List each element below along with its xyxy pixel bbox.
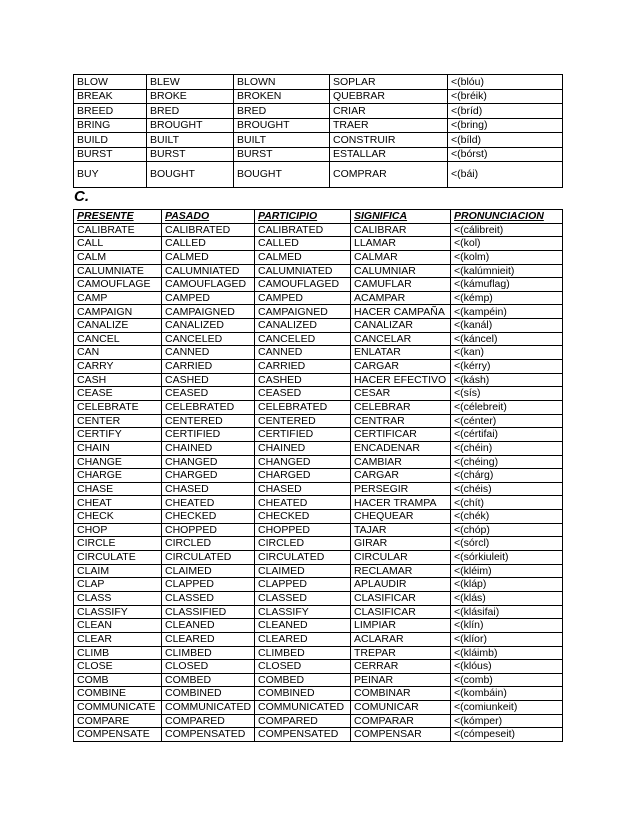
table-row xyxy=(74,673,563,687)
pasado-cell: CALLED xyxy=(162,237,255,251)
pronunciacion-cell: <(chéis) xyxy=(451,482,563,496)
participio-cell: CARRIED xyxy=(255,360,351,374)
pronunciacion-cell: <(cálibreit) xyxy=(451,223,563,237)
pasado-cell: CLEARED xyxy=(162,632,255,646)
presente-cell: CALM xyxy=(74,250,162,264)
presente-cell: CLASS xyxy=(74,591,162,605)
table-row xyxy=(74,278,563,292)
participio-cell: CASHED xyxy=(255,373,351,387)
presente-cell: BUY xyxy=(74,162,147,188)
participio-cell: CIRCULATED xyxy=(255,551,351,565)
participio-cell: CAMOUFLAGED xyxy=(255,278,351,292)
table-row xyxy=(74,291,563,305)
presente-cell: CAMOUFLAGE xyxy=(74,278,162,292)
presente-cell: CAMP xyxy=(74,291,162,305)
table-row xyxy=(74,264,563,278)
pronunciacion-cell: <(kanál) xyxy=(451,319,563,333)
participio-cell: CEASED xyxy=(255,387,351,401)
pasado-cell: CLAPPED xyxy=(162,578,255,592)
pasado-cell: BROKE xyxy=(147,89,234,104)
significa-cell: CESAR xyxy=(351,387,451,401)
significa-cell: CAMBIAR xyxy=(351,455,451,469)
presente-cell: CERTIFY xyxy=(74,428,162,442)
verb-table-b xyxy=(73,74,563,188)
significa-cell: LIMPIAR xyxy=(351,619,451,633)
significa-cell: CONSTRUIR xyxy=(330,133,448,148)
pasado-cell: CALIBRATED xyxy=(162,223,255,237)
table-row xyxy=(74,387,563,401)
pronunciacion-cell: <(sórkiuleit) xyxy=(451,551,563,565)
pasado-cell: CAMPAIGNED xyxy=(162,305,255,319)
presente-cell: CLASSIFY xyxy=(74,605,162,619)
table-row xyxy=(74,660,563,674)
presente-cell: CEASE xyxy=(74,387,162,401)
table-row xyxy=(74,133,563,148)
verb-table-c xyxy=(73,209,563,742)
participio-cell: CALIBRATED xyxy=(255,223,351,237)
table-row xyxy=(74,223,563,237)
participio-cell: CAMPAIGNED xyxy=(255,305,351,319)
presente-cell: BRING xyxy=(74,118,147,133)
significa-cell: CALIBRAR xyxy=(351,223,451,237)
table-row xyxy=(74,455,563,469)
presente-cell: CLIMB xyxy=(74,646,162,660)
significa-cell: CANCELAR xyxy=(351,332,451,346)
presente-cell: BREED xyxy=(74,104,147,119)
pasado-cell: CAMPED xyxy=(162,291,255,305)
pasado-cell: COMPARED xyxy=(162,714,255,728)
pasado-cell: BOUGHT xyxy=(147,162,234,188)
table-row xyxy=(74,646,563,660)
presente-cell: CAMPAIGN xyxy=(74,305,162,319)
participio-cell: CANNED xyxy=(255,346,351,360)
pasado-cell: COMMUNICATED xyxy=(162,701,255,715)
pronunciacion-cell: <(kámuflag) xyxy=(451,278,563,292)
pasado-cell: CLASSIFIED xyxy=(162,605,255,619)
table-row xyxy=(74,400,563,414)
pasado-cell: CERTIFIED xyxy=(162,428,255,442)
pasado-cell: CANALIZED xyxy=(162,319,255,333)
significa-cell: HACER EFECTIVO xyxy=(351,373,451,387)
presente-cell: COMPARE xyxy=(74,714,162,728)
presente-cell: CASH xyxy=(74,373,162,387)
verb-table-c-body xyxy=(74,223,563,741)
pasado-cell: BURST xyxy=(147,147,234,162)
presente-cell: CHEAT xyxy=(74,496,162,510)
participio-cell: CLASSIFY xyxy=(255,605,351,619)
pasado-cell: CLEANED xyxy=(162,619,255,633)
presente-cell: CHARGE xyxy=(74,469,162,483)
pronunciacion-cell: <(klíor) xyxy=(451,632,563,646)
presente-cell: COMBINE xyxy=(74,687,162,701)
pronunciacion-cell: <(bíld) xyxy=(448,133,563,148)
table-row xyxy=(74,162,563,188)
table-row xyxy=(74,619,563,633)
presente-cell: BLOW xyxy=(74,75,147,90)
pasado-cell: CHECKED xyxy=(162,510,255,524)
participio-cell: CALLED xyxy=(255,237,351,251)
pasado-cell: BUILT xyxy=(147,133,234,148)
participio-cell: BOUGHT xyxy=(234,162,330,188)
pronunciacion-cell: <(kérry) xyxy=(451,360,563,374)
table-row xyxy=(74,360,563,374)
table-row xyxy=(74,578,563,592)
pronunciacion-cell: <(kláp) xyxy=(451,578,563,592)
table-row xyxy=(74,428,563,442)
participio-cell: CLEARED xyxy=(255,632,351,646)
pronunciacion-cell: <(kan) xyxy=(451,346,563,360)
presente-cell: BURST xyxy=(74,147,147,162)
pasado-cell: CHEATED xyxy=(162,496,255,510)
pronunciacion-cell: <(kémp) xyxy=(451,291,563,305)
presente-cell: CLOSE xyxy=(74,660,162,674)
pronunciacion-cell: <(kalúmnieit) xyxy=(451,264,563,278)
presente-cell: COMMUNICATE xyxy=(74,701,162,715)
pronunciacion-cell: <(klásifai) xyxy=(451,605,563,619)
table-row xyxy=(74,632,563,646)
participio-cell: COMPARED xyxy=(255,714,351,728)
table-row xyxy=(74,118,563,133)
pronunciacion-cell: <(kol) xyxy=(451,237,563,251)
significa-cell: PEINAR xyxy=(351,673,451,687)
participio-cell: CAMPED xyxy=(255,291,351,305)
presente-cell: BUILD xyxy=(74,133,147,148)
presente-cell: CHANGE xyxy=(74,455,162,469)
significa-cell: CRIAR xyxy=(330,104,448,119)
participio-cell: CLASSED xyxy=(255,591,351,605)
significa-cell: ENCADENAR xyxy=(351,441,451,455)
participio-cell: CHAINED xyxy=(255,441,351,455)
significa-cell: CALUMNIAR xyxy=(351,264,451,278)
pronunciacion-cell: <(chéin) xyxy=(451,441,563,455)
pronunciacion-cell: <(chék) xyxy=(451,510,563,524)
pronunciacion-cell: <(klóus) xyxy=(451,660,563,674)
significa-cell: CIRCULAR xyxy=(351,551,451,565)
table-row xyxy=(74,537,563,551)
pronunciacion-cell: <(sórcl) xyxy=(451,537,563,551)
significa-cell: QUEBRAR xyxy=(330,89,448,104)
participio-cell: BROUGHT xyxy=(234,118,330,133)
significa-cell: PERSEGIR xyxy=(351,482,451,496)
header-participio: PARTICIPIO xyxy=(255,210,351,224)
significa-cell: HACER CAMPAÑA xyxy=(351,305,451,319)
participio-cell: BURST xyxy=(234,147,330,162)
significa-cell: CARGAR xyxy=(351,360,451,374)
pronunciacion-cell: <(bring) xyxy=(448,118,563,133)
participio-cell: CIRCLED xyxy=(255,537,351,551)
table-row xyxy=(74,319,563,333)
significa-cell: COMUNICAR xyxy=(351,701,451,715)
pasado-cell: CLIMBED xyxy=(162,646,255,660)
participio-cell: CLIMBED xyxy=(255,646,351,660)
pasado-cell: CHANGED xyxy=(162,455,255,469)
table-row xyxy=(74,104,563,119)
participio-cell: CENTERED xyxy=(255,414,351,428)
table-row xyxy=(74,237,563,251)
significa-cell: CERTIFICAR xyxy=(351,428,451,442)
table-row xyxy=(74,332,563,346)
participio-cell: CALUMNIATED xyxy=(255,264,351,278)
significa-cell: CELEBRAR xyxy=(351,400,451,414)
pasado-cell: CEASED xyxy=(162,387,255,401)
significa-cell: CLASIFICAR xyxy=(351,591,451,605)
pasado-cell: CALUMNIATED xyxy=(162,264,255,278)
pasado-cell: CALMED xyxy=(162,250,255,264)
pasado-cell: CANNED xyxy=(162,346,255,360)
significa-cell: COMPARAR xyxy=(351,714,451,728)
presente-cell: CALUMNIATE xyxy=(74,264,162,278)
participio-cell: COMPENSATED xyxy=(255,728,351,742)
pasado-cell: CHAINED xyxy=(162,441,255,455)
participio-cell: CALMED xyxy=(255,250,351,264)
header-pronunciacion: PRONUNCIACION xyxy=(451,210,563,224)
table-row xyxy=(74,496,563,510)
presente-cell: CLAIM xyxy=(74,564,162,578)
significa-cell: CAMUFLAR xyxy=(351,278,451,292)
pronunciacion-cell: <(blóu) xyxy=(448,75,563,90)
significa-cell: APLAUDIR xyxy=(351,578,451,592)
significa-cell: CANALIZAR xyxy=(351,319,451,333)
pasado-cell: CAMOUFLAGED xyxy=(162,278,255,292)
significa-cell: COMBINAR xyxy=(351,687,451,701)
presente-cell: CANALIZE xyxy=(74,319,162,333)
presente-cell: CLEAR xyxy=(74,632,162,646)
pronunciacion-cell: <(chít) xyxy=(451,496,563,510)
pronunciacion-cell: <(chárg) xyxy=(451,469,563,483)
table-row xyxy=(74,510,563,524)
presente-cell: CELEBRATE xyxy=(74,400,162,414)
significa-cell: ESTALLAR xyxy=(330,147,448,162)
presente-cell: BREAK xyxy=(74,89,147,104)
pasado-cell: CHOPPED xyxy=(162,523,255,537)
significa-cell: LLAMAR xyxy=(351,237,451,251)
participio-cell: CHANGED xyxy=(255,455,351,469)
presente-cell: CLEAN xyxy=(74,619,162,633)
participio-cell: CHARGED xyxy=(255,469,351,483)
pronunciacion-cell: <(kásh) xyxy=(451,373,563,387)
verb-table-b-body xyxy=(74,75,563,188)
significa-cell: ACAMPAR xyxy=(351,291,451,305)
pronunciacion-cell: <(bórst) xyxy=(448,147,563,162)
presente-cell: CARRY xyxy=(74,360,162,374)
table-row xyxy=(74,591,563,605)
significa-cell: ENLATAR xyxy=(351,346,451,360)
table-row xyxy=(74,551,563,565)
participio-cell: CLOSED xyxy=(255,660,351,674)
table-row xyxy=(74,373,563,387)
table-row xyxy=(74,687,563,701)
table-row xyxy=(74,147,563,162)
pronunciacion-cell: <(klín) xyxy=(451,619,563,633)
pronunciacion-cell: <(kláimb) xyxy=(451,646,563,660)
header-presente: PRESENTE xyxy=(74,210,162,224)
pronunciacion-cell: <(klás) xyxy=(451,591,563,605)
pasado-cell: CASHED xyxy=(162,373,255,387)
significa-cell: CENTRAR xyxy=(351,414,451,428)
table-row xyxy=(74,714,563,728)
pronunciacion-cell: <(kómper) xyxy=(451,714,563,728)
participio-cell: CLAIMED xyxy=(255,564,351,578)
presente-cell: CAN xyxy=(74,346,162,360)
pasado-cell: BLEW xyxy=(147,75,234,90)
significa-cell: CHEQUEAR xyxy=(351,510,451,524)
pasado-cell: CIRCLED xyxy=(162,537,255,551)
significa-cell: HACER TRAMPA xyxy=(351,496,451,510)
header-pasado: PASADO xyxy=(162,210,255,224)
pasado-cell: COMBED xyxy=(162,673,255,687)
participio-cell: CERTIFIED xyxy=(255,428,351,442)
participio-cell: COMMUNICATED xyxy=(255,701,351,715)
pronunciacion-cell: <(bái) xyxy=(448,162,563,188)
significa-cell: COMPRAR xyxy=(330,162,448,188)
pronunciacion-cell: <(cértifai) xyxy=(451,428,563,442)
pasado-cell: COMBINED xyxy=(162,687,255,701)
pronunciacion-cell: <(célebreit) xyxy=(451,400,563,414)
pronunciacion-cell: <(kombáin) xyxy=(451,687,563,701)
participio-cell: COMBINED xyxy=(255,687,351,701)
table-row xyxy=(74,89,563,104)
presente-cell: COMPENSATE xyxy=(74,728,162,742)
pasado-cell: CLASSED xyxy=(162,591,255,605)
pasado-cell: CELEBRATED xyxy=(162,400,255,414)
pasado-cell: CLOSED xyxy=(162,660,255,674)
participio-cell: CANCELED xyxy=(255,332,351,346)
significa-cell: GIRAR xyxy=(351,537,451,551)
presente-cell: CHASE xyxy=(74,482,162,496)
significa-cell: RECLAMAR xyxy=(351,564,451,578)
presente-cell: CHAIN xyxy=(74,441,162,455)
significa-cell: CARGAR xyxy=(351,469,451,483)
presente-cell: CHECK xyxy=(74,510,162,524)
pronunciacion-cell: <(sís) xyxy=(451,387,563,401)
pasado-cell: CARRIED xyxy=(162,360,255,374)
table-row xyxy=(74,469,563,483)
significa-cell: TREPAR xyxy=(351,646,451,660)
header-significa: SIGNIFICA xyxy=(351,210,451,224)
participio-cell: CHASED xyxy=(255,482,351,496)
presente-cell: CHOP xyxy=(74,523,162,537)
pronunciacion-cell: <(cénter) xyxy=(451,414,563,428)
presente-cell: CIRCULATE xyxy=(74,551,162,565)
table-row xyxy=(74,523,563,537)
participio-cell: CHOPPED xyxy=(255,523,351,537)
table-header-row xyxy=(74,210,563,224)
table-row xyxy=(74,482,563,496)
pronunciacion-cell: <(bríd) xyxy=(448,104,563,119)
participio-cell: CANALIZED xyxy=(255,319,351,333)
table-row xyxy=(74,441,563,455)
pronunciacion-cell: <(chéing) xyxy=(451,455,563,469)
presente-cell: CENTER xyxy=(74,414,162,428)
table-row xyxy=(74,305,563,319)
pasado-cell: COMPENSATED xyxy=(162,728,255,742)
table-row xyxy=(74,605,563,619)
participio-cell: CHECKED xyxy=(255,510,351,524)
participio-cell: CELEBRATED xyxy=(255,400,351,414)
pronunciacion-cell: <(cómpeseit) xyxy=(451,728,563,742)
pasado-cell: BROUGHT xyxy=(147,118,234,133)
significa-cell: CALMAR xyxy=(351,250,451,264)
presente-cell: CANCEL xyxy=(74,332,162,346)
pasado-cell: CENTERED xyxy=(162,414,255,428)
participio-cell: BRED xyxy=(234,104,330,119)
pasado-cell: CHASED xyxy=(162,482,255,496)
participio-cell: CLEANED xyxy=(255,619,351,633)
table-row xyxy=(74,701,563,715)
pasado-cell: CLAIMED xyxy=(162,564,255,578)
significa-cell: SOPLAR xyxy=(330,75,448,90)
participio-cell: BROKEN xyxy=(234,89,330,104)
participio-cell: CHEATED xyxy=(255,496,351,510)
pasado-cell: BRED xyxy=(147,104,234,119)
table-row xyxy=(74,250,563,264)
pronunciacion-cell: <(comiunkeit) xyxy=(451,701,563,715)
pronunciacion-cell: <(chóp) xyxy=(451,523,563,537)
significa-cell: CLASIFICAR xyxy=(351,605,451,619)
significa-cell: COMPENSAR xyxy=(351,728,451,742)
significa-cell: CERRAR xyxy=(351,660,451,674)
participio-cell: CLAPPED xyxy=(255,578,351,592)
table-row xyxy=(74,564,563,578)
table-row xyxy=(74,414,563,428)
pronunciacion-cell: <(kolm) xyxy=(451,250,563,264)
pronunciacion-cell: <(kléim) xyxy=(451,564,563,578)
pronunciacion-cell: <(bréik) xyxy=(448,89,563,104)
participio-cell: COMBED xyxy=(255,673,351,687)
significa-cell: TAJAR xyxy=(351,523,451,537)
participio-cell: BLOWN xyxy=(234,75,330,90)
significa-cell: ACLARAR xyxy=(351,632,451,646)
pronunciacion-cell: <(káncel) xyxy=(451,332,563,346)
section-title: C. xyxy=(74,188,89,205)
presente-cell: CLAP xyxy=(74,578,162,592)
presente-cell: CALL xyxy=(74,237,162,251)
table-row xyxy=(74,346,563,360)
pasado-cell: CHARGED xyxy=(162,469,255,483)
presente-cell: CALIBRATE xyxy=(74,223,162,237)
pronunciacion-cell: <(comb) xyxy=(451,673,563,687)
participio-cell: BUILT xyxy=(234,133,330,148)
presente-cell: CIRCLE xyxy=(74,537,162,551)
pronunciacion-cell: <(kampéin) xyxy=(451,305,563,319)
table-row xyxy=(74,728,563,742)
presente-cell: COMB xyxy=(74,673,162,687)
pasado-cell: CANCELED xyxy=(162,332,255,346)
table-row xyxy=(74,75,563,90)
pasado-cell: CIRCULATED xyxy=(162,551,255,565)
significa-cell: TRAER xyxy=(330,118,448,133)
